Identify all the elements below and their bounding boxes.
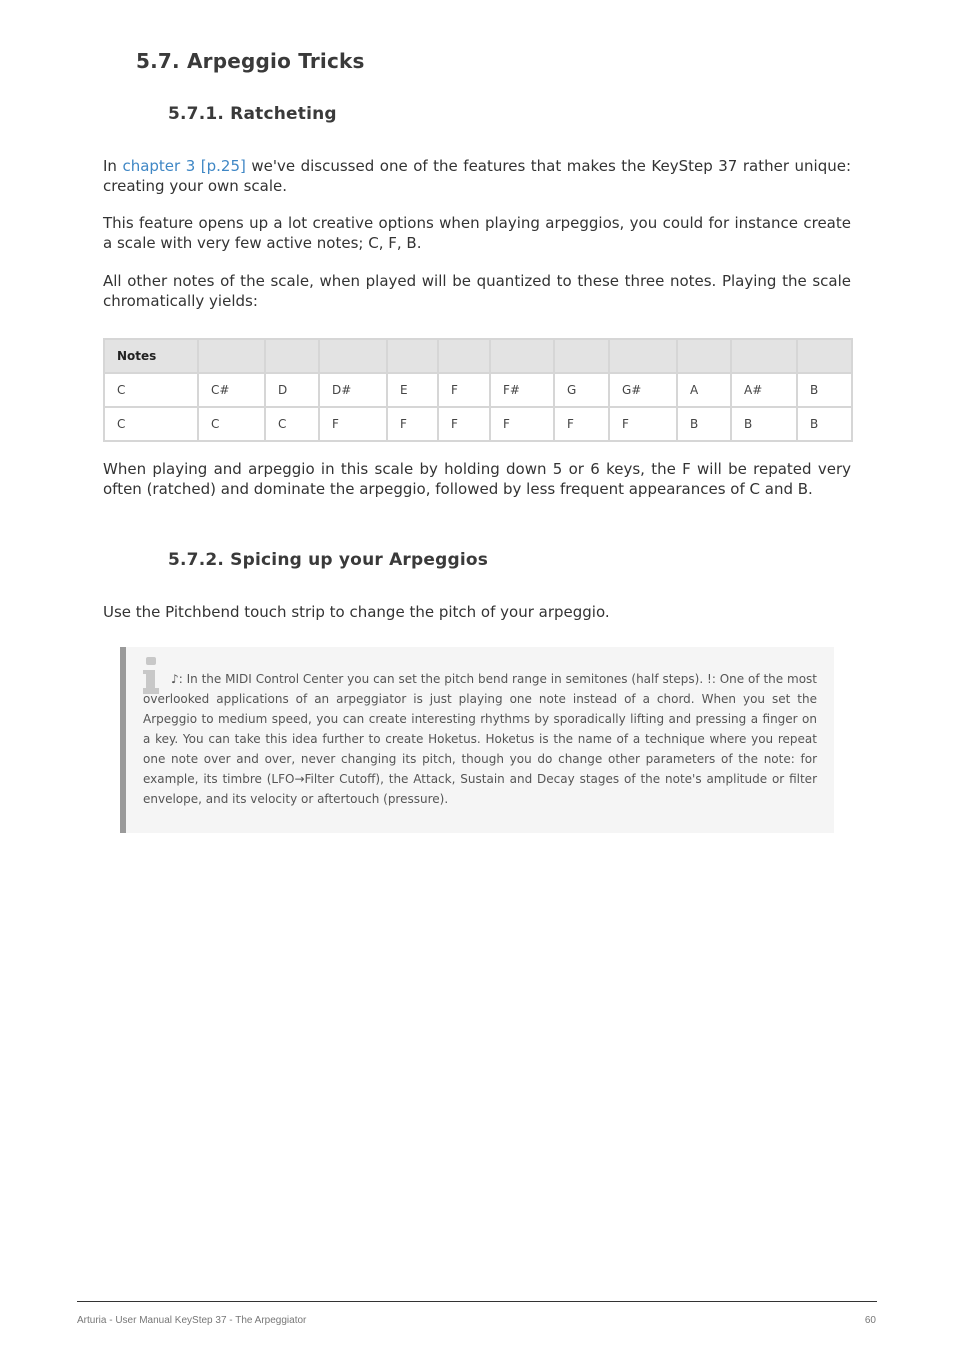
- table-header-cell: [554, 339, 609, 373]
- paragraph-pitchbend: Use the Pitchbend touch strip to change the pitch of your arpeggio.: [103, 603, 610, 621]
- table-cell: C#: [198, 373, 265, 407]
- table-header-cell: [265, 339, 319, 373]
- table-header-cell: [387, 339, 438, 373]
- table-cell: D: [265, 373, 319, 407]
- table-header-cell: [797, 339, 852, 373]
- section-title: 5.7. Arpeggio Tricks: [136, 49, 365, 73]
- table-header-row: [104, 339, 852, 373]
- table-cell: E: [387, 373, 438, 407]
- table-header-cell: [319, 339, 387, 373]
- chapter-link[interactable]: chapter 3 [p.25]: [122, 157, 246, 175]
- table-cell: F: [609, 407, 677, 441]
- subsection-title-ratcheting: 5.7.1. Ratcheting: [168, 104, 337, 124]
- table-header-cell: [490, 339, 554, 373]
- paragraph-scale-options: This feature opens up a lot creative options when playing arpeggios, you could for instance create a scale with very few active notes; C, F, B.: [103, 214, 851, 252]
- table-header-cell: Notes: [104, 339, 198, 373]
- paragraph-quantized: All other notes of the scale, when played will be quantized to these three notes. Playing the scale chromatically yields:: [103, 272, 851, 310]
- table-cell: C: [198, 407, 265, 441]
- subsection-title-spicing: 5.7.2. Spicing up your Arpeggios: [168, 550, 489, 570]
- footer-divider: [77, 1301, 877, 1302]
- table-cell: A#: [731, 373, 797, 407]
- table-cell: B: [677, 407, 731, 441]
- info-note-text: ♪: In the MIDI Control Center you can set the pitch bend range in semitones (half steps). !: One of the most overlooked applications of an arpeggiator is just playing one note instead of a chord. When you set the Arpeggio to medium speed, you can create interesting rhythms by sporadically lifting and pressing a finger on a key. You can take this idea further to create Hoketus. Hoketus is the name of a technique where you repeat one note over and over, never changing its pitch, though you do change other parameters of the note: for example, its timbre (LFO→Filter Cutoff), the Attack, Sustain and Decay stages of the note's amplitude or filter envelope, and its velocity or aftertouch (pressure).: [143, 672, 817, 806]
- table-cell: A: [677, 373, 731, 407]
- table-header-cell: [198, 339, 265, 373]
- table-cell: C: [104, 407, 198, 441]
- table-cell: F: [387, 407, 438, 441]
- table-cell: B: [797, 407, 852, 441]
- table-cell: C: [104, 373, 198, 407]
- paragraph-intro-before: In: [103, 157, 123, 175]
- table-cell: D#: [319, 373, 387, 407]
- table-cell: F#: [490, 373, 554, 407]
- info-note-box: [120, 647, 834, 833]
- table-cell: G#: [609, 373, 677, 407]
- table-cell: F: [554, 407, 609, 441]
- table-cell: C: [265, 407, 319, 441]
- page-number: 60: [864, 1315, 876, 1326]
- table-cell: F: [438, 407, 490, 441]
- paragraph-intro: [103, 157, 851, 196]
- table-row: [104, 373, 852, 407]
- paragraph-ratched: When playing and arpeggio in this scale by holding down 5 or 6 keys, the F will be repated very often (ratched) and dominate the arpeggio, followed by less frequent appearances of C and B.: [103, 460, 851, 498]
- table-cell: G: [554, 373, 609, 407]
- table-row: [104, 407, 852, 441]
- footer-title: Arturia - User Manual KeyStep 37 - The Arpeggiator: [77, 1315, 307, 1326]
- table-cell: F: [438, 373, 490, 407]
- table-header-cell: [731, 339, 797, 373]
- table-cell: B: [797, 373, 852, 407]
- table-header-cell: [609, 339, 677, 373]
- table-cell: B: [731, 407, 797, 441]
- paragraph-intro-after: we've discussed one of the features that makes the KeyStep 37 rather unique: creating your own scale.: [103, 157, 852, 195]
- table-header-cell: [677, 339, 731, 373]
- notes-table: [103, 338, 853, 442]
- table-cell: F: [490, 407, 554, 441]
- table-header-cell: [438, 339, 490, 373]
- table-cell: F: [319, 407, 387, 441]
